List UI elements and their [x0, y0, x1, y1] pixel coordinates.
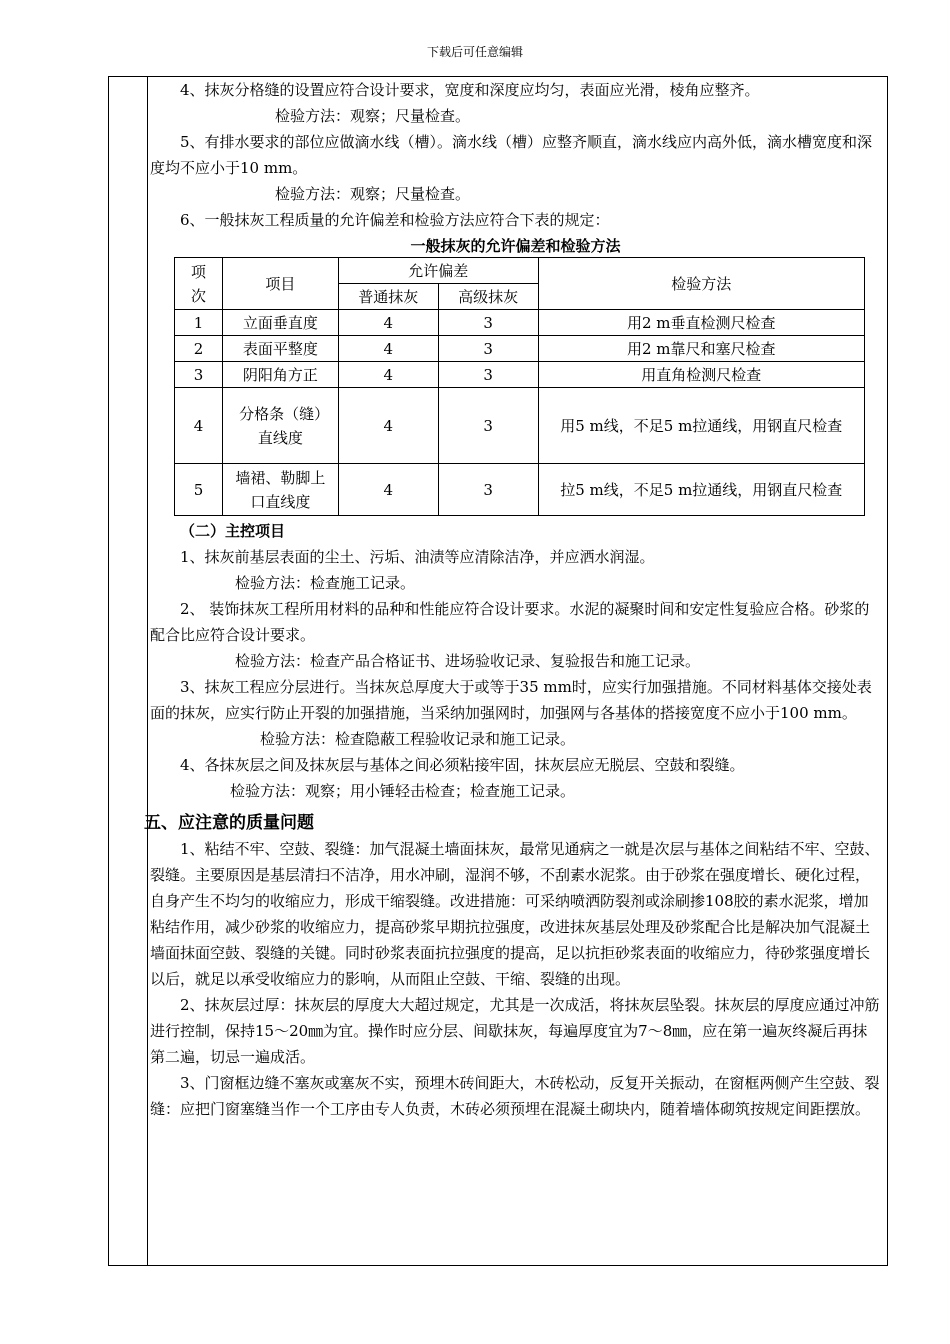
main-control-heading: （二）主控项目: [180, 522, 286, 540]
header-tolerance: 允许偏差: [338, 258, 538, 284]
row-method: 拉5 m线，不足5 m拉通线，用钢直尺检查: [538, 464, 864, 516]
document-frame: [108, 76, 888, 1266]
row-method: 用5 m线，不足5 m拉通线，用钢直尺检查: [538, 388, 864, 464]
quality-issue-1: 1、粘结不牢、空鼓、裂缝：加气混凝土墙面抹灰，最常见通病之一就是次层与基体之间粘结不牢、空鼓、裂缝。主要原因是基层清扫不洁净，用水冲刷，湿润不够，不刮素水泥浆。由于砂浆在强度增长、硬化过程，自身产生不均匀的收缩应力，形成干缩裂缝。改进措施：可采纳喷洒防裂剂或涂刷掺108胶的素水泥浆，增加粘结作用，减少砂浆的收缩应力，提高砂浆早期抗拉强度，改进抹灰基层处理及砂浆配合比是解决加气混凝土墙面抹面空鼓、裂缝的关键。同时砂浆表面抗拉强度的提高，足以抗拒砂浆表面的收缩应力，待砂浆强度增长以后，就足以承受收缩应力的影响，从而阻止空鼓、干缩、裂缝的出现。: [150, 840, 880, 988]
row-normal: 4: [338, 362, 438, 388]
row-item: 立面垂直度: [222, 310, 338, 336]
row-item: 阴阳角方正: [222, 362, 338, 388]
main-control-item-4-method: 检验方法：观察；用小锤轻击检查；检查施工记录。: [230, 782, 576, 800]
table-row: [175, 310, 865, 336]
table-row: [175, 336, 865, 362]
row-method: 用2 m垂直检测尺检查: [538, 310, 864, 336]
row-normal: 4: [338, 464, 438, 516]
row-normal: 4: [338, 336, 438, 362]
row-advanced: 3: [438, 388, 538, 464]
row-method: 用2 m靠尺和塞尺检查: [538, 336, 864, 362]
row-method: 用直角检测尺检查: [538, 362, 864, 388]
row-advanced: 3: [438, 310, 538, 336]
row-advanced: 3: [438, 336, 538, 362]
main-control-item-1-method: 检验方法：检查施工记录。: [235, 574, 416, 592]
header-item: 项目: [222, 258, 338, 310]
table-row: [175, 362, 865, 388]
content-area: [144, 77, 887, 1122]
row-no: 2: [175, 336, 223, 362]
row-normal: 4: [338, 388, 438, 464]
row-normal: 4: [338, 310, 438, 336]
quality-issue-2: 2、抹灰层过厚：抹灰层的厚度大大超过规定，尤其是一次成活，将抹灰层坠裂。抹灰层的厚度应通过冲筋进行控制，保持15～20㎜为宜。操作时应分层、间歇抹灰，每遍厚度宜为7～8㎜，应在第一遍灰终凝后再抹第二遍，切忌一遍成活。: [150, 996, 880, 1066]
intro-item-5: 5、有排水要求的部位应做滴水线（槽）。滴水线（槽）应整齐顺直，滴水线应内高外低，滴水槽宽度和深度均不应小于10 mm。: [150, 133, 873, 177]
table-title: 一般抹灰的允许偏差和检验方法: [410, 237, 621, 255]
left-column: [109, 77, 148, 1265]
row-no: 4: [175, 388, 223, 464]
main-control-item-3: 3、抹灰工程应分层进行。当抹灰总厚度大于或等于35 mm时，应实行加强措施。不同材料基体交接处表面的抹灰，应实行防止开裂的加强措施，当采纳加强网时，加强网与各基体的搭接宽度不应小于100 mm。: [150, 678, 872, 722]
quality-issue-3: 3、门窗框边缝不塞灰或塞灰不实，预埋木砖间距大，木砖松动，反复开关振动，在窗框两侧产生空鼓、裂缝：应把门窗塞缝当作一个工序由专人负责，木砖必须预埋在混凝土砌块内，随着墙体砌筑按规定间距摆放。: [150, 1074, 880, 1118]
intro-item-4: 4、抹灰分格缝的设置应符合设计要求，宽度和深度应均匀，表面应光滑，棱角应整齐。: [180, 81, 760, 99]
main-control-item-2-method: 检验方法：检查产品合格证书、进场验收记录、复验报告和施工记录。: [235, 652, 701, 670]
row-item: 墙裙、勒脚上口直线度: [222, 464, 338, 516]
header-method: 检验方法: [538, 258, 864, 310]
table-row: [175, 388, 865, 464]
row-item: 分格条（缝）直线度: [222, 388, 338, 464]
header-no: 项次: [175, 258, 223, 310]
header-advanced: 高级抹灰: [438, 284, 538, 310]
main-control-item-3-method: 检验方法：检查隐蔽工程验收记录和施工记录。: [260, 730, 576, 748]
main-control-item-1: 1、抹灰前基层表面的尘土、污垢、油渍等应清除洁净，并应洒水润湿。: [180, 548, 655, 566]
row-no: 3: [175, 362, 223, 388]
row-advanced: 3: [438, 464, 538, 516]
intro-item-6: 6、一般抹灰工程质量的允许偏差和检验方法应符合下表的规定：: [180, 211, 610, 229]
table-row: [175, 464, 865, 516]
tolerance-table: [174, 257, 865, 516]
row-no: 5: [175, 464, 223, 516]
header-normal: 普通抹灰: [338, 284, 438, 310]
intro-item-5-method: 检验方法：观察；尺量检查。: [275, 185, 471, 203]
main-control-item-2: 2、 装饰抹灰工程所用材料的品种和性能应符合设计要求。水泥的凝聚时间和安定性复验应合格。砂浆的配合比应符合设计要求。: [150, 600, 870, 644]
main-control-item-4: 4、各抹灰层之间及抹灰层与基体之间必须粘接牢固，抹灰层应无脱层、空鼓和裂缝。: [180, 756, 745, 774]
row-advanced: 3: [438, 362, 538, 388]
intro-item-4-method: 检验方法：观察；尺量检查。: [275, 107, 471, 125]
header-note: 下载后可任意编辑: [426, 45, 523, 59]
row-item: 表面平整度: [222, 336, 338, 362]
quality-issues-heading: 五、应注意的质量问题: [144, 813, 314, 833]
row-no: 1: [175, 310, 223, 336]
